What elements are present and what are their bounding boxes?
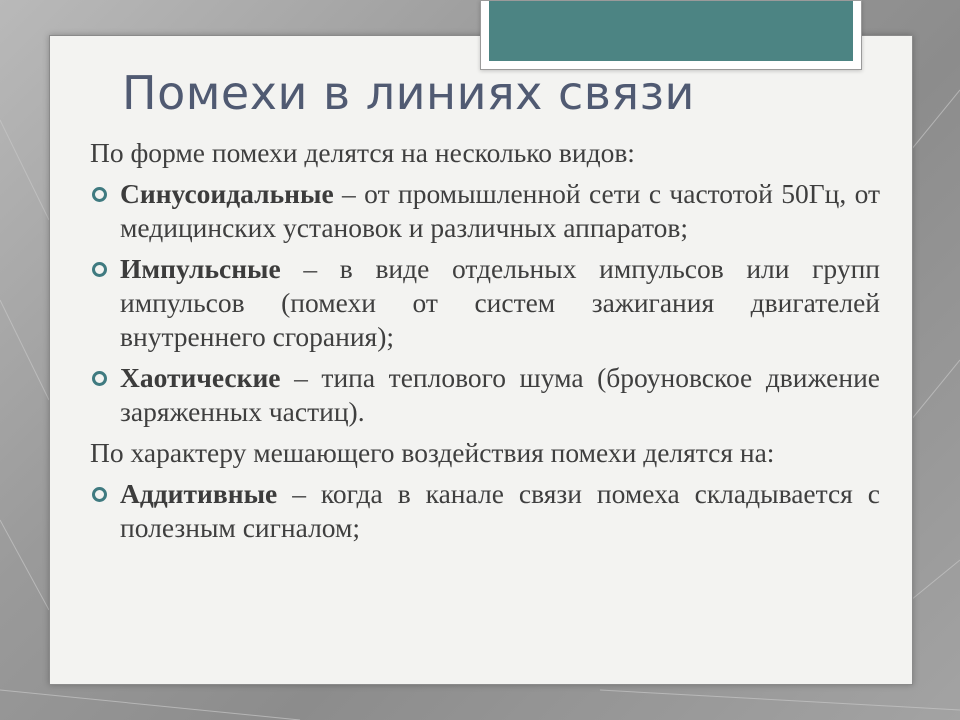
bullet-term: Хаотические <box>120 362 281 393</box>
bullet-sinusoidal <box>90 177 880 245</box>
bullet-text: – типа теплового шума (броуновское движение заряженных частиц). <box>120 362 880 427</box>
ring-bullet-icon <box>92 371 107 386</box>
ring-bullet-icon <box>92 487 107 502</box>
bullet-text: – когда в канале связи помеха складывается с полезным сигналом; <box>120 478 880 543</box>
slide-title: Помехи в линиях связи <box>122 66 695 120</box>
slide-content <box>90 136 880 552</box>
ring-bullet-icon <box>92 262 107 277</box>
bullet-text: – от промышленной сети с частотой 50Гц, от медицинских установок и различных аппаратов; <box>120 178 880 243</box>
bullet-additive <box>90 477 880 545</box>
bullet-impulse <box>90 252 880 354</box>
intro-text: По форме помехи делятся на несколько видов: <box>90 137 635 168</box>
second-intro-text: По характеру мешающего воздействия помехи делятся на: <box>90 437 775 468</box>
bullet-text: – в виде отдельных импульсов или групп импульсов (помехи от систем зажигания двигателей внутреннего сгорания); <box>120 253 880 352</box>
bullet-term: Импульсные <box>120 253 281 284</box>
title-accent-fill <box>489 1 853 61</box>
bullet-chaotic <box>90 361 880 429</box>
bullet-term: Синусоидальные <box>120 178 334 209</box>
title-accent-box <box>480 0 862 70</box>
ring-bullet-icon <box>92 187 107 202</box>
bullet-term: Аддитивные <box>120 478 278 509</box>
